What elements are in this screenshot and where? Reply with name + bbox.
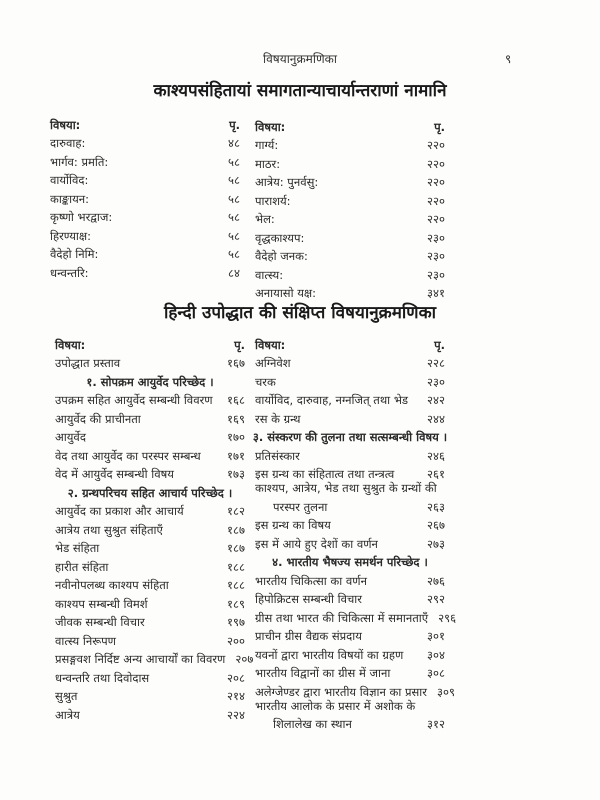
- entry-label: रस के ग्रन्थ: [255, 411, 301, 426]
- entry-page-number: ४८: [228, 136, 240, 150]
- index-entry: [255, 135, 445, 154]
- entry-label: वेद में आयुर्वेद सम्बन्धी विषय: [55, 467, 174, 481]
- entry-page-number: २३०: [427, 249, 445, 263]
- entry-page-number: १९७: [227, 615, 245, 629]
- entry-page-number: पृ.: [434, 119, 445, 134]
- entry-page-number: २०८: [227, 670, 245, 685]
- entry-label: २. ग्रन्थपरिचय सहित आचार्य परिच्छेद ।: [67, 485, 233, 500]
- entry-label: वैदेहो जनक:: [255, 249, 308, 263]
- index-entry: [255, 464, 445, 483]
- entry-page-number: २२०: [427, 156, 445, 171]
- index-entry: [255, 390, 445, 409]
- entry-label: ग्रीस तथा भारत की चिकित्सा में समानताएँ: [255, 610, 429, 625]
- column-header: [50, 114, 240, 133]
- index-entry: [255, 190, 445, 209]
- entry-label: आत्रेय: पुनर्वसु:: [255, 175, 319, 189]
- entry-label: यवनों द्वारा भारतीय विषयों का ग्रहण: [255, 647, 404, 662]
- entry-page-number: २४६: [427, 448, 445, 463]
- entry-label: चरक: [255, 374, 276, 389]
- index-entry: [255, 607, 457, 626]
- entry-label: आत्रेय: [55, 707, 80, 722]
- entry-label: ४. भारतीय भैषज्य समर्थन परिच्छेद ।: [272, 555, 428, 569]
- entry-page-number: १७०: [227, 430, 245, 444]
- entry-label: प्रतिसंस्कार: [255, 448, 300, 463]
- entry-label: भेल:: [255, 212, 275, 226]
- index-entry: [255, 482, 445, 496]
- entry-label: शिलालेख का स्थान: [273, 717, 352, 731]
- entry-page-number: १८९: [227, 596, 245, 611]
- column-header: [255, 116, 445, 135]
- entry-label: काङ्कायन:: [50, 191, 89, 206]
- entry-label: प्राचीन ग्रीस वैद्यक संप्रदाय: [255, 629, 362, 643]
- section1-right-column: [255, 116, 445, 301]
- index-entry: [255, 209, 445, 228]
- index-entry: [50, 170, 240, 189]
- entry-label: १. सोपक्रम आयुर्वेद परिच्छेद ।: [86, 374, 214, 389]
- index-entry: [255, 264, 445, 283]
- index-entry: [55, 519, 245, 538]
- entry-label: काश्यप, आत्रेय, भेड तथा सुश्रुत के ग्रन्थों की: [255, 481, 437, 495]
- index-entry: [55, 704, 245, 723]
- entry-page-number: ३०४: [427, 647, 445, 662]
- entry-page-number: २४२: [427, 393, 445, 407]
- entry-page-number: २९६: [438, 610, 457, 625]
- entry-label: पाराशर्य:: [255, 193, 291, 208]
- index-entry: [255, 570, 445, 589]
- index-entry: [55, 649, 254, 668]
- entry-label: आत्रेय तथा सुश्रुत संहिताएँ: [55, 522, 163, 537]
- index-entry: [255, 408, 445, 427]
- entry-page-number: २२८: [427, 356, 445, 370]
- entry-page-number: २३०: [427, 230, 445, 245]
- entry-label: प्रसङ्गवश निर्दिष्ट अन्य आचार्यों का विवरण: [55, 652, 226, 666]
- entry-label: विषया:: [55, 337, 86, 352]
- index-entry: [255, 353, 445, 372]
- index-entry: [255, 515, 445, 534]
- entry-label: हिपोक्रिटस सम्बन्धी विचार: [255, 592, 362, 606]
- section2-title: हिन्दी उपोद्धात की संक्षिप्त विषयानुक्रमणिका: [163, 303, 437, 323]
- entry-page-number: २०७: [235, 652, 254, 666]
- index-entry: [55, 667, 245, 686]
- index-entry: [255, 644, 445, 663]
- entry-label: काश्यप सम्बन्धी विमर्श: [55, 596, 148, 611]
- entry-label: इस ग्रन्थ का विषय: [255, 518, 331, 532]
- index-entry: [55, 464, 245, 483]
- entry-page-number: २१४: [227, 689, 245, 703]
- entry-page-number: २२०: [427, 138, 445, 152]
- index-entry: [55, 575, 245, 594]
- entry-label: वार्योविद, दारुवाह, नग्नजित् तथा भेड: [255, 393, 409, 407]
- entry-label: विषया:: [255, 119, 286, 134]
- entry-page-number: २२४: [227, 707, 245, 722]
- index-entry: [55, 445, 245, 464]
- entry-label: दारुवाह:: [50, 136, 86, 150]
- entry-page-number: २२०: [427, 175, 445, 189]
- index-entry: [255, 533, 445, 552]
- entry-page-number: ५८: [228, 247, 240, 261]
- index-entry: [55, 390, 245, 409]
- index-entry: [55, 427, 245, 446]
- entry-page-number: १७१: [227, 448, 245, 463]
- entry-label: धन्वन्तरि:: [50, 265, 89, 280]
- entry-page-number: १६७: [227, 356, 245, 370]
- entry-page-number: २६७: [427, 518, 445, 532]
- index-entry: [55, 501, 245, 520]
- chapter-heading: [252, 427, 448, 446]
- index-entry: [255, 626, 445, 645]
- entry-label: जीवक सम्बन्धी विचार: [55, 615, 145, 629]
- entry-label: अनायासो यक्ष:: [255, 286, 316, 300]
- index-entry: [55, 556, 245, 575]
- entry-page-number: २६३: [427, 499, 445, 514]
- entry-label: भेड संहिता: [55, 541, 100, 555]
- entry-label: इस ग्रन्थ का संहितात्व तथा तन्त्रत्व: [255, 467, 395, 481]
- chapter-heading: [55, 482, 245, 501]
- entry-label: हिरण्याक्ष:: [50, 228, 92, 243]
- entry-page-number: ८४: [228, 265, 240, 280]
- entry-label: वैदेहो निमि:: [50, 247, 99, 261]
- index-entry: [255, 172, 445, 191]
- entry-label: हारीत संहिता: [55, 559, 109, 574]
- entry-label: इस में आये हुए देशों का वर्णन: [255, 536, 378, 551]
- index-entry: [255, 589, 445, 608]
- entry-page-number: २६१: [427, 467, 445, 481]
- index-entry: [50, 151, 240, 170]
- entry-page-number: १८२: [227, 504, 245, 518]
- entry-label: आयुर्वेद की प्राचीनता: [55, 411, 141, 426]
- index-entry: [55, 593, 245, 612]
- entry-page-number: २००: [227, 633, 245, 648]
- entry-label: नवीनोपलब्ध काश्यप संहिता: [55, 578, 169, 592]
- entry-page-number: पृ.: [434, 337, 445, 352]
- index-entry: [50, 207, 240, 226]
- entry-label: माठर:: [255, 156, 281, 171]
- entry-page-number: ३०१: [427, 629, 445, 643]
- index-entry: [255, 663, 445, 682]
- entry-label: अलेग्जेण्डर द्वारा भारतीय विज्ञान का प्रसार: [255, 684, 427, 699]
- entry-label: सुश्रुत: [55, 689, 78, 703]
- entry-page-number: ५८: [228, 210, 240, 224]
- entry-page-number: १८७: [227, 541, 245, 555]
- page-number: ९: [505, 52, 512, 66]
- entry-label: वृद्धकाश्यप:: [255, 230, 305, 245]
- chapter-heading: [55, 371, 245, 390]
- index-entry: [255, 700, 445, 714]
- index-entry: [55, 612, 245, 631]
- index-entry: [255, 496, 445, 515]
- entry-label: उपोद्धात प्रस्ताव: [55, 356, 121, 370]
- entry-page-number: ५८: [228, 228, 240, 243]
- entry-label: भारतीय विद्वानों का ग्रीस में जाना: [255, 666, 391, 680]
- entry-page-number: २३०: [427, 267, 445, 282]
- entry-page-number: १८८: [227, 559, 245, 574]
- section1-title: काश्यपसंहितायां समागतान्याचार्यान्तराणां नामानि: [153, 81, 447, 101]
- entry-page-number: २२०: [427, 193, 445, 208]
- entry-label: विषया:: [50, 117, 81, 132]
- entry-label: वेद तथा आयुर्वेद का परस्पर सम्बन्ध: [55, 448, 201, 463]
- index-entry: [50, 225, 240, 244]
- index-entry: [255, 283, 445, 302]
- entry-label: वात्स्य:: [255, 267, 284, 282]
- running-header: विषयानुक्रमणिका: [263, 52, 337, 66]
- entry-page-number: २२०: [427, 212, 445, 226]
- column-header: [55, 334, 245, 353]
- entry-page-number: २७३: [427, 536, 445, 551]
- index-entry: [55, 686, 245, 705]
- entry-label: धन्वन्तरि तथा दिवोदास: [55, 670, 150, 685]
- index-entry: [255, 246, 445, 265]
- entry-page-number: पृ.: [229, 117, 240, 132]
- entry-page-number: ३१२: [427, 717, 445, 731]
- entry-label: विषया:: [255, 337, 286, 352]
- entry-label: भारतीय आलोक के प्रसार में अशोक के: [255, 698, 416, 713]
- entry-page-number: ५८: [228, 191, 240, 206]
- entry-page-number: २३०: [427, 374, 445, 389]
- index-entry: [255, 227, 445, 246]
- index-entry: [50, 188, 240, 207]
- chapter-heading: [255, 552, 445, 571]
- index-entry: [255, 153, 445, 172]
- entry-page-number: पृ.: [234, 337, 245, 352]
- index-entry: [50, 262, 240, 281]
- entry-page-number: १८८: [227, 578, 245, 592]
- entry-page-number: २४४: [427, 411, 445, 426]
- entry-label: कृष्णो भरद्वाज:: [50, 210, 113, 224]
- section2-right-column: [252, 334, 457, 732]
- index-entry: [50, 244, 240, 263]
- entry-page-number: १६९: [227, 411, 245, 426]
- entry-label: आयुर्वेद: [55, 430, 86, 444]
- entry-label: भारतीय चिकित्सा का वर्णन: [255, 573, 367, 588]
- index-entry: [55, 630, 245, 649]
- entry-page-number: ५८: [228, 173, 240, 187]
- index-entry: [55, 538, 245, 557]
- column-header: [255, 334, 445, 353]
- index-entry: [55, 408, 245, 427]
- entry-label: वात्स्य निरूपण: [55, 633, 116, 648]
- entry-page-number: २७६: [427, 573, 445, 588]
- index-entry: [255, 681, 455, 700]
- entry-page-number: ३०९: [437, 684, 455, 699]
- entry-label: उपक्रम सहित आयुर्वेद सम्बन्धी विवरण: [55, 393, 213, 407]
- entry-label: अग्निवेश: [255, 356, 291, 370]
- entry-label: आयुर्वेद का प्रकाश और आचार्य: [55, 504, 184, 518]
- entry-label: गार्ग्य:: [255, 138, 279, 152]
- entry-label: परस्पर तुलना: [273, 499, 328, 514]
- index-entry: [255, 445, 445, 464]
- section2-left-column: [55, 334, 254, 723]
- entry-page-number: २९२: [427, 592, 445, 606]
- entry-page-number: १६८: [227, 393, 245, 407]
- entry-page-number: १७३: [227, 467, 245, 481]
- entry-page-number: १८७: [227, 522, 245, 537]
- entry-label: ३. संस्करण की तुलना तथा सत्सम्बन्धी विषय ।: [252, 430, 448, 444]
- index-entry: [255, 714, 445, 733]
- entry-page-number: ३०८: [427, 666, 445, 680]
- index-entry: [50, 133, 240, 152]
- entry-label: वार्योविद:: [50, 173, 89, 187]
- index-entry: [255, 371, 445, 390]
- entry-label: भार्गव: प्रमति:: [50, 154, 109, 169]
- entry-page-number: ५८: [228, 154, 240, 169]
- section1-left-column: [50, 114, 240, 281]
- entry-page-number: ३४१: [427, 286, 445, 300]
- index-entry: [55, 353, 245, 372]
